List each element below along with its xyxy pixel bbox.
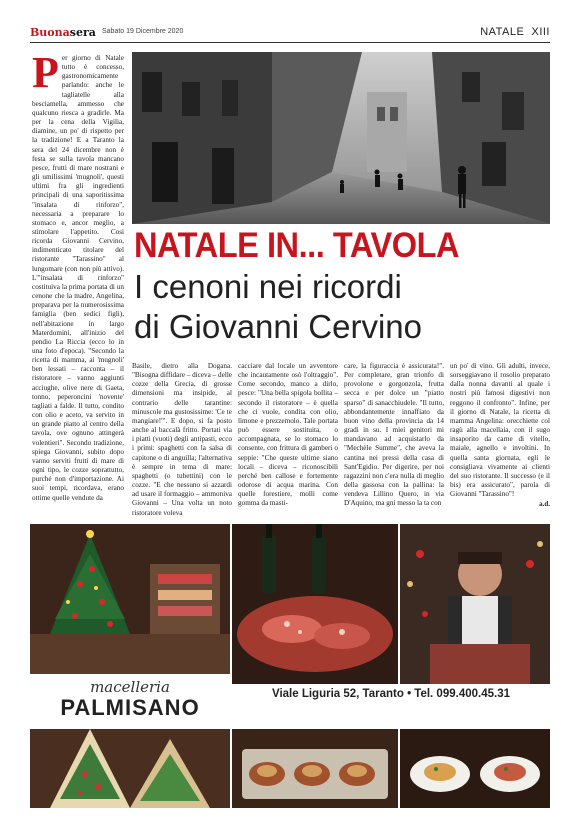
appetizer-plates-image [400, 729, 550, 808]
article-column-3: cacciare dal locale un avventore che incautamente osò l'oltraggio". Come secondo, manco a dirlo, pesce: "Una bella spigola bollita – secondo il ristoratore – è quella che ci vuole, condita con olio, limone e prezzemolo. Tale portata può essere sostituita, o accompagnata, se lo stomaco lo consente, con frittura di gamberi o seppie: "Che queste ultime siano locali – diceva – riconoscibili perché ben callose e fortemente odorose di acqua marina. Con quelle forestiere, molli come gomma da masti- [238, 362, 338, 508]
butcher-advertisement [30, 524, 550, 808]
headline: NATALE IN... TAVOLA [134, 226, 460, 265]
butcher-portrait-image [400, 524, 550, 684]
christmas-tree-pastry-image [30, 729, 230, 808]
article-column-1 [32, 48, 124, 502]
christmas-tree-image [30, 524, 230, 674]
article-column-5: un po' di vino. Gli adulti, invece, sorseggiavano il rosolio preparato dalla nonna davanti al quale i nostri più famosi digestivi non reggono il confronto". Infine, per il giorno di Natale, la ricetta di mamma Angelina: orecchiette col ragù alla macellaia, con il sugo insaporito da carne di vitello, maiale, agnello e involtini. In quella santa giornata, egli le consigliava vivamente ai clienti del suo ristorante. Il successo (e il bis) era assicurato", parola di Giovanni "Tarassino"! [450, 362, 550, 499]
issue-date: Sabato 19 Dicembre 2020 [102, 28, 184, 35]
street-photo-illustration [132, 52, 550, 224]
roasted-meat-tray-image [232, 729, 398, 808]
article-column-2: Basile, dietro alla Dogana. "Bisogna diffidare – diceva – delle cozze della Grecia, di grosse dimensioni ma insipide, al contrario delle tarantine: minuscole ma gustosissime: 'Ce te mangiare!'". E dopo, si fa posto anche al baccalà fritto. Portati via i piatti (vuoti) degli antipasti, ecco i primi: spaghetti con la salsa di capitone o di anguilla; l'alternativa è sempre in tema di mare: spaghetti (o tubettini) con le cozze. "E che nessuno si azzardi ad usare il formaggio – ammoniva Giovanni – Una volta un noto ristoratore voleva [132, 362, 233, 517]
shop-address-phone: Viale Liguria 52, Taranto • Tel. 099.400.45.31 [272, 688, 510, 700]
header-rule [30, 42, 550, 43]
brand-script-text: macelleria [90, 678, 170, 696]
subheadline-line-2: di Giovanni Cervino [134, 308, 422, 345]
article-column-4: care, la figuraccia è assicurata!". Per completare, gran trionfo di provolone e gorgonzola, frutta secca e per dolce un "piatto sparso" di sanacchiudele. "Il tutto, abbondantemente innaffiato da buon vino della provincia da 14 gradi in su. I miei genitori mi mandavano ad acquistarlo da "Mechèle Summe", che aveva la cantina nei pressi della casa di Sant'Egidio. Per digerire, per noi ragazzini non c'era nulla di meglio della gassosa con la pallina: la vendeva Lillino Quero, in via D'Aquino, ma gni messo la ta con [344, 362, 444, 508]
column-1-text: er giorno di Natale tutto è concesso, gastronomicamente parlando: anche le tagliatelle alla besciamella, ammesso che qualcuno riesca a gradirle. Ma per la cena della Vigilia, diamine, un po' di rispetto per la tradizione! E a Taranto la sera del 24 dicembre non è festa se sulla tavola mancano pesce, frutti di mare nostrani e gli umilissimi 'mugnoli', questi ultimi fra gli ingredienti principali di una saporitissima "insalata di rinforzo", necessaria a preparare lo stomaco e, ancor meglio, a stimolare l'appetito. Così ricorda Giovanni Cervino, indimenticato titolare del ristorante "Tarassino" al lungomare (con non più attivo). L'"insalata di rinforzo" costituiva la prima portata di un cenone che la madre, Angelina, preparava per la numerosissima famiglia (ben sedici figli), nell'abitazione in largo Materdomini, all'inizio del pendio La Riccia (ecco lo in una foto d'epoca). "Secondo la ricetta di mamma, ai 'mugnoli' ben lessati – racconta – il ristoratore – vanno aggiunti acciughe, olive nere di Gaeta, tonno, peperoncini 'novente' tagliati a falde. Il tutto, condito con olio e aceto, va servito in un grande piatto al centro della tavola, ove ognuno attingerà volentieri". Secondo tradizione, spiega Giovanni, subito dopo vanno serviti frutti di mare di ogni tipo, le cozze soprattutto, purché non d'importazione. Ai suoi tempi, ricordava, erano ottime quelle vendute da [32, 54, 124, 502]
subheadline-line-1: I cenoni nei ricordi [134, 268, 402, 305]
drop-cap: P [32, 48, 59, 97]
meat-and-wine-image [232, 524, 398, 684]
butcher-brand-box [30, 674, 230, 726]
historic-street-photo [132, 52, 550, 224]
author-signature: a.d. [539, 500, 550, 508]
page-number: XIII [531, 26, 550, 38]
brand-name: PALMISANO [60, 695, 200, 720]
newspaper-logo: Buonasera [30, 26, 96, 39]
section-label: NATALE XIII [480, 26, 550, 38]
